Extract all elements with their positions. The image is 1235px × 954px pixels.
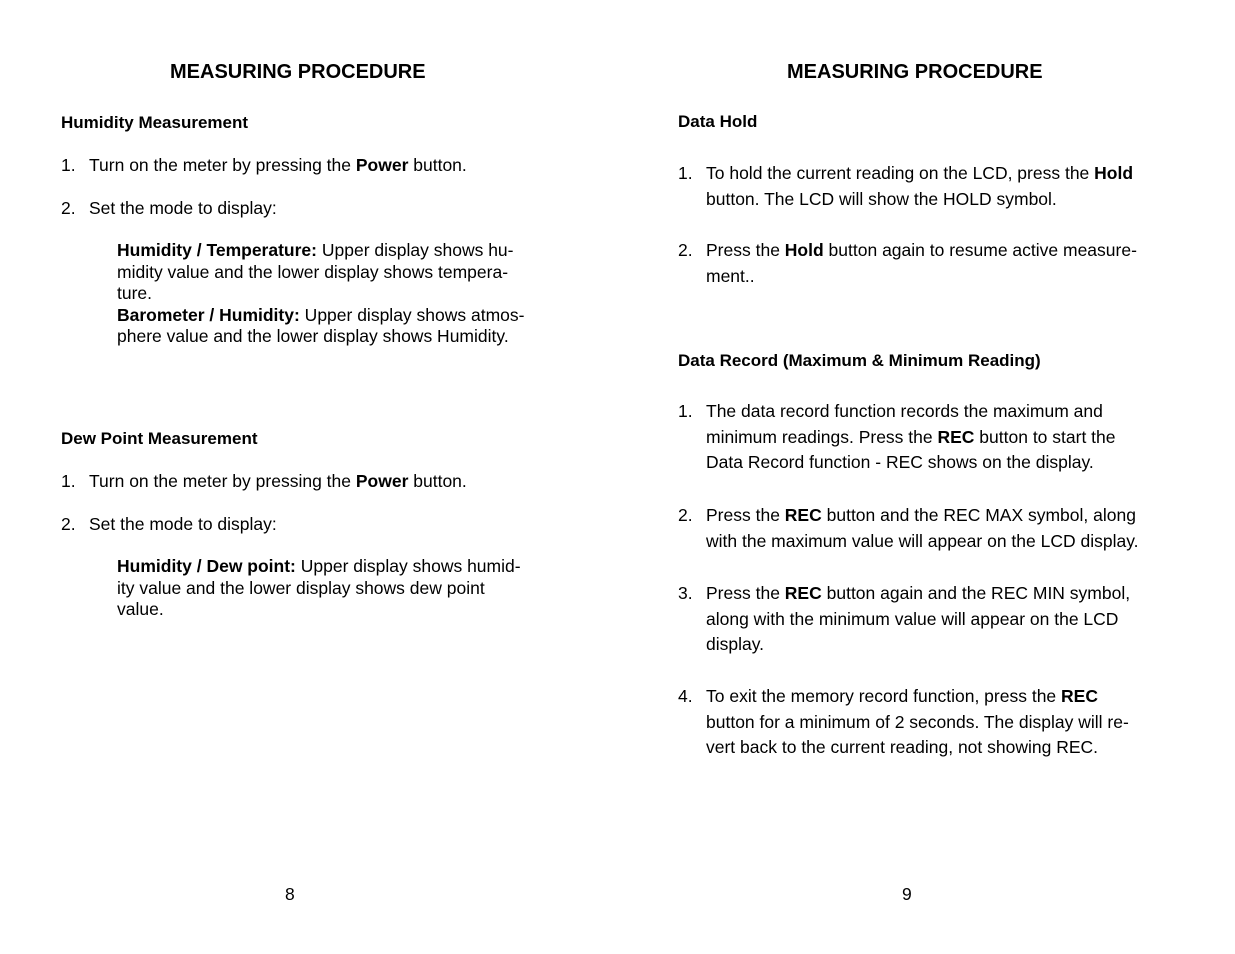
- data-record-step-2: [678, 503, 1223, 554]
- step-number: 1.: [61, 471, 76, 491]
- page-title: MEASURING PROCEDURE: [170, 61, 426, 83]
- data-record-step-4: [678, 684, 1223, 761]
- step-number: 2.: [678, 240, 693, 260]
- step-text: The data record function records the maximum and: [706, 401, 1103, 421]
- step-text: button again to resume active measure-: [823, 240, 1137, 260]
- rec-keyword: REC: [784, 505, 822, 525]
- rec-keyword: REC: [1061, 686, 1098, 706]
- step-text: minimum readings. Press the: [706, 426, 938, 447]
- hold-keyword: Hold: [1094, 163, 1134, 183]
- dewpoint-step-1: [61, 469, 581, 495]
- dew-point-measurement-heading: Dew Point Measurement: [61, 429, 258, 448]
- step-text: Press the: [706, 583, 785, 603]
- humidity-temperature-mode: [117, 240, 577, 348]
- step-number: 1.: [61, 155, 76, 175]
- step-number: 2.: [678, 505, 693, 525]
- step-text: Press the: [706, 505, 785, 525]
- mode-text: ity value and the lower display shows dew point: [117, 577, 485, 598]
- humidity-measurement-heading: Humidity Measurement: [61, 113, 249, 132]
- data-hold-step-1: [678, 161, 1223, 212]
- step-text: button. The LCD will show the HOLD symbol.: [706, 188, 1057, 209]
- mode-text: Upper display shows atmos-: [299, 304, 525, 325]
- mode-text: midity value and the lower display shows tempera-: [117, 261, 509, 282]
- step-number: 4.: [678, 686, 693, 706]
- step-number: 1.: [678, 163, 693, 183]
- step-text: button for a minimum of 2 seconds. The display will re-: [706, 711, 1129, 732]
- step-text: Turn on the meter by pressing the: [89, 471, 356, 491]
- page-title: MEASURING PROCEDURE: [787, 61, 1043, 83]
- page-number: 8: [285, 884, 295, 904]
- data-hold-step-2: [678, 238, 1223, 289]
- dewpoint-step-2: [61, 512, 581, 538]
- step-number: 2.: [61, 198, 76, 218]
- data-record-step-3: [678, 581, 1223, 658]
- mode-text: value.: [117, 599, 164, 619]
- step-text: Data Record function - REC shows on the display.: [706, 452, 1094, 472]
- humidity-dewpoint-mode: [117, 556, 577, 621]
- humidity-step-2: [61, 196, 581, 222]
- step-text: Turn on the meter by pressing the: [89, 155, 356, 175]
- left-page: [0, 0, 617, 954]
- hold-keyword: Hold: [784, 240, 824, 260]
- step-text: button again and the REC MIN symbol,: [821, 583, 1131, 603]
- rec-keyword: REC: [937, 426, 975, 447]
- page-number: 9: [902, 884, 912, 904]
- step-text: along with the minimum value will appear on the LCD: [706, 608, 1119, 629]
- mode-name: Humidity / Temperature:: [117, 240, 317, 260]
- step-text: button.: [408, 155, 467, 175]
- humidity-step-1: [61, 153, 581, 179]
- step-number: 3.: [678, 583, 693, 603]
- mode-text: phere value and the lower display shows Humidity.: [117, 326, 509, 346]
- mode-text: Upper display shows humid-: [295, 556, 521, 576]
- mode-name: Barometer / Humidity:: [117, 304, 300, 325]
- step-text: Set the mode to display:: [89, 198, 277, 218]
- data-record-step-1: [678, 399, 1223, 476]
- step-text: Press the: [706, 240, 785, 260]
- mode-text: Upper display shows hu-: [317, 240, 514, 260]
- data-record-heading: Data Record (Maximum & Minimum Reading): [678, 351, 1041, 370]
- step-text: vert back to the current reading, not showing REC.: [706, 737, 1099, 757]
- step-text: button.: [408, 471, 467, 491]
- step-text: To exit the memory record function, press the: [706, 686, 1062, 706]
- power-keyword: Power: [355, 471, 409, 491]
- step-text: button and the REC MAX symbol, along: [821, 505, 1136, 525]
- right-page: [617, 0, 1235, 954]
- step-text: display.: [706, 634, 765, 654]
- step-text: button to start the: [974, 426, 1116, 447]
- step-number: 2.: [61, 514, 76, 534]
- data-hold-heading: Data Hold: [678, 112, 758, 131]
- step-text: ment..: [706, 265, 755, 286]
- mode-text: ture.: [117, 283, 153, 303]
- step-text: Set the mode to display:: [89, 514, 277, 534]
- step-number: 1.: [678, 401, 693, 421]
- mode-name: Humidity / Dew point:: [117, 556, 296, 576]
- step-text: with the maximum value will appear on the LCD display.: [706, 530, 1139, 551]
- step-text: To hold the current reading on the LCD, press the: [706, 163, 1095, 183]
- rec-keyword: REC: [784, 583, 822, 603]
- power-keyword: Power: [355, 155, 409, 175]
